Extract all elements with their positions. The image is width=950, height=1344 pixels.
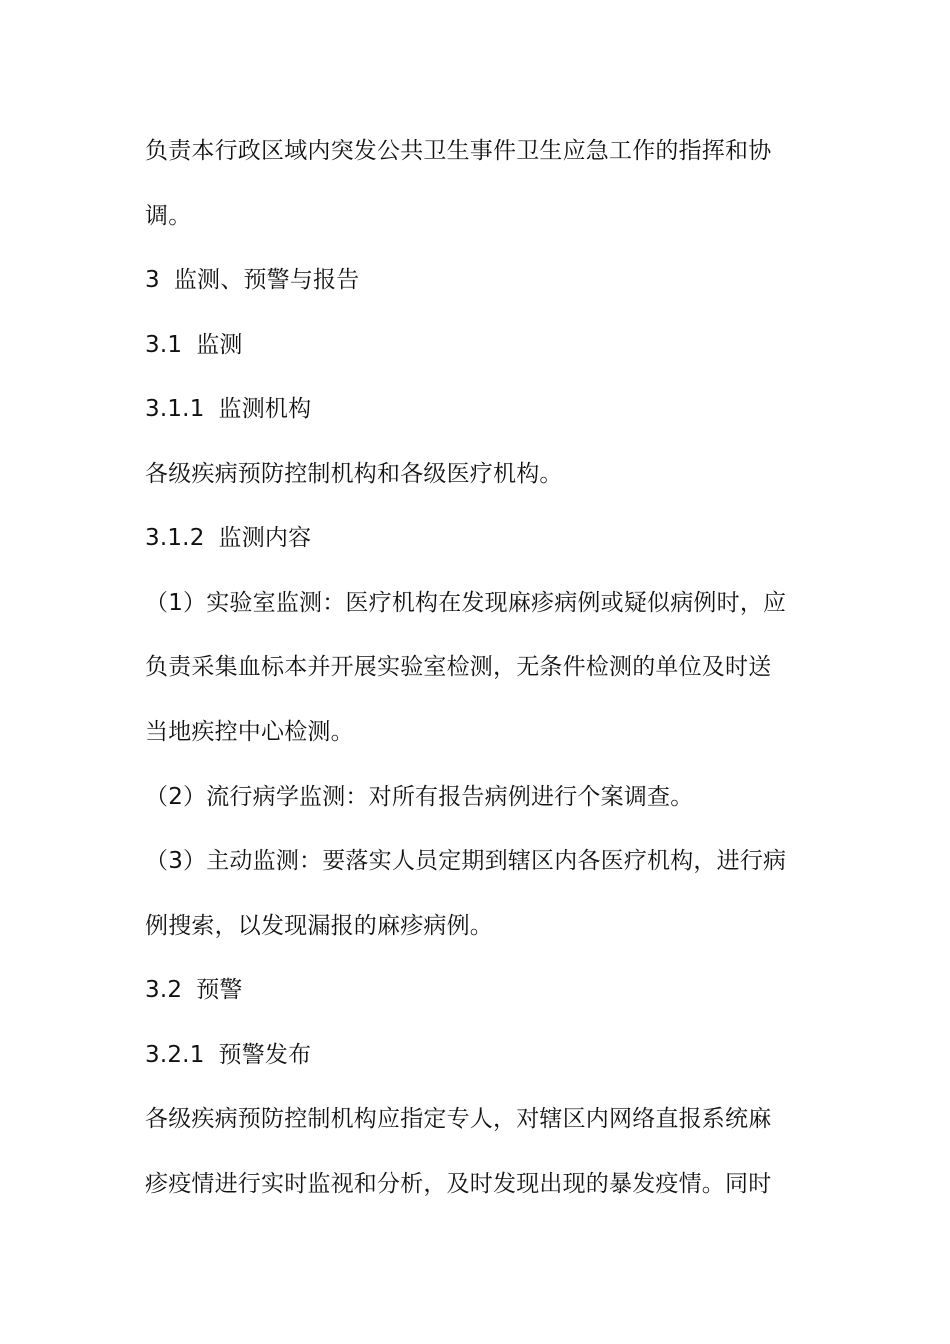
section-heading: [145, 394, 810, 424]
section-title: 监测内容: [218, 525, 312, 551]
paragraph-line: 疹疫情进行实时监视和分析，及时发现出现的暴发疫情。同时: [145, 1171, 772, 1197]
section-number: 3.2: [145, 977, 183, 1003]
section-heading: [145, 330, 810, 360]
paragraph-line: （3）主动监测：要落实人员定期到辖区内各医疗机构，进行病: [145, 848, 787, 874]
section-title: 监测: [196, 332, 243, 358]
paragraph-line: （1）实验室监测：医疗机构在发现麻疹病例或疑似病例时，应: [145, 590, 787, 616]
paragraph-line: 各级疾病预防控制机构和各级医疗机构。: [145, 461, 563, 487]
section-heading: [145, 975, 810, 1005]
section-title: 监测机构: [218, 396, 312, 422]
section-heading: [145, 523, 810, 553]
section-number: 3.1.2: [145, 525, 205, 551]
section-number: 3.1: [145, 332, 183, 358]
section-number: 3: [145, 267, 160, 293]
section-number: 3.1.1: [145, 396, 205, 422]
section-title: 预警: [196, 977, 243, 1003]
paragraph-line: 负责本行政区域内突发公共卫生事件卫生应急工作的指挥和协: [145, 138, 772, 164]
section-title: 监测、预警与报告: [173, 267, 360, 293]
paragraph-line: 负责采集血标本并开展实验室检测，无条件检测的单位及时送: [145, 654, 772, 680]
section-title: 预警发布: [218, 1042, 312, 1068]
paragraph-line: 例搜索，以发现漏报的麻疹病例。: [145, 913, 493, 939]
paragraph-line: 各级疾病预防控制机构应指定专人，对辖区内网络直报系统麻: [145, 1106, 772, 1132]
paragraph-line: 调。: [145, 203, 192, 229]
section-heading: [145, 265, 810, 295]
section-heading: [145, 1040, 810, 1070]
paragraph-line: （2）流行病学监测：对所有报告病例进行个案调查。: [145, 784, 694, 810]
paragraph-line: 当地疾控中心检测。: [145, 719, 354, 745]
section-number: 3.2.1: [145, 1042, 205, 1068]
